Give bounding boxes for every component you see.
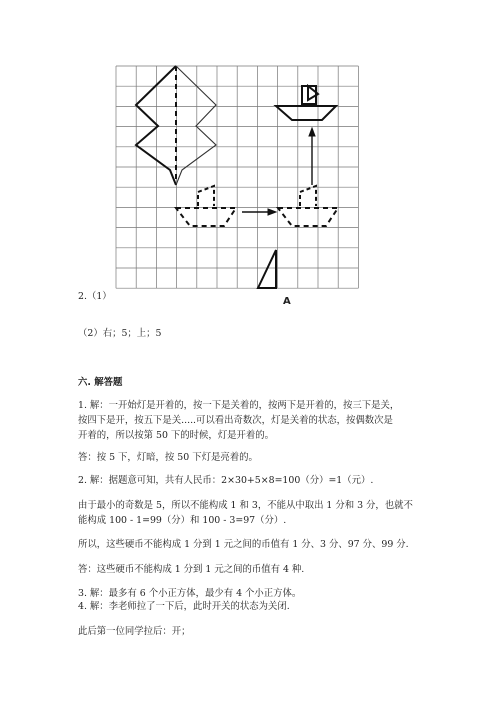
answer-3-line-1: 3. 解：最多有 6 个小正方体，最少有 4 个小正方体。	[78, 588, 302, 599]
boat-hull-left-dashed	[176, 208, 236, 226]
question-2-part-2: （2）右；5；上；5	[78, 328, 162, 339]
square-grid	[116, 66, 358, 288]
answer-1-conclusion: 答：按 5 下，灯暗，按 50 下灯是亮着的。	[78, 452, 258, 463]
answer-4-line-2: 此后第一位同学拉后：开；	[78, 626, 191, 637]
arrow-right-head	[268, 209, 276, 215]
boat-hull-right-dashed	[278, 208, 338, 226]
arrow-up-head	[309, 128, 315, 136]
boat-sail-right-dashed	[300, 186, 316, 206]
answer-2-line-1: 2. 解：据题意可知，共有人民币：2×30+5×8=100（分）=1（元）.	[78, 475, 374, 486]
answer-1-line-3: 开着的，所以按第 50 下的时候，灯是开着的。	[78, 430, 275, 441]
answer-2-conclusion: 答：这些硬币不能构成 1 分到 1 元之间的币值有 4 种.	[78, 564, 305, 575]
triangle-a	[258, 250, 276, 288]
answer-1-line-2: 按四下是开，按五下是关.....可以看出奇数次，灯是关着的状态，按偶数次是	[78, 415, 393, 426]
section-6-heading: 六. 解答题	[78, 377, 123, 388]
label-a: A	[283, 296, 291, 307]
answer-2-line-4: 所以，这些硬币不能构成 1 分到 1 元之间的币值有 1 分、3 分、97 分、99 分.	[78, 539, 409, 550]
boat-hull-top	[276, 106, 336, 120]
answer-2-line-3: 能构成 100 - 1=99（分）和 100 - 3=97（分）.	[78, 515, 287, 526]
boat-sail-left-dashed	[198, 186, 214, 206]
question-2-part-1-label: 2.（1）	[78, 291, 112, 302]
answer-1-line-1: 1. 解：一开始灯是开着的，按一下是关着的，按两下是开着的，按三下是关，	[78, 400, 400, 411]
answer-2-line-2: 由于最小的奇数是 5，所以不能构成 1 和 3，不能从中取出 1 分和 3 分，也就不	[78, 500, 413, 511]
answer-4-line-1: 4. 解：李老师拉了一下后，此时开关的状态为关闭.	[78, 601, 290, 612]
